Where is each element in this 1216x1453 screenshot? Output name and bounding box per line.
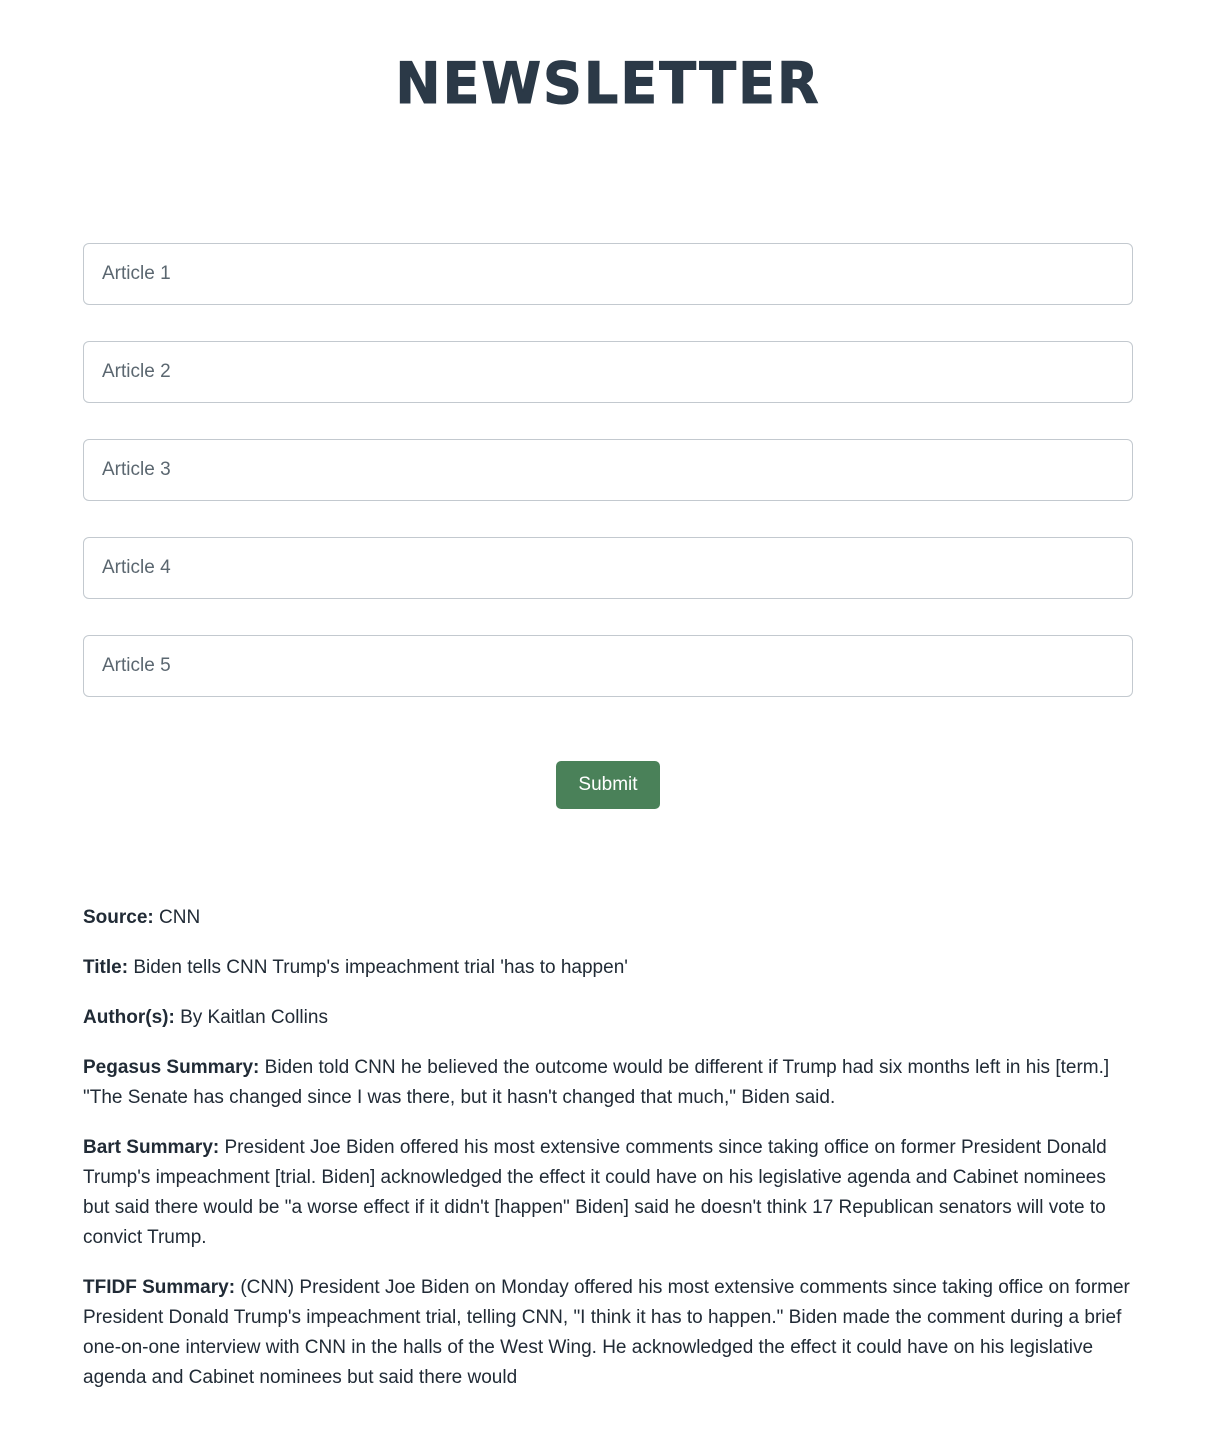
article-title bbox=[83, 953, 1133, 983]
bart-summary-label: Bart Summary: bbox=[83, 1137, 220, 1158]
article-details bbox=[83, 903, 1133, 1453]
newsletter-form bbox=[83, 243, 1133, 809]
article-source bbox=[83, 903, 1133, 933]
pegasus-summary bbox=[83, 1053, 1133, 1113]
submit-row bbox=[83, 761, 1133, 809]
newsletter-logo: NEWSLETTER bbox=[395, 50, 821, 117]
article-1-input[interactable] bbox=[83, 243, 1133, 305]
pegasus-summary-value: Biden told CNN he believed the outcome would be different if Trump had six months left in his [term.] "The Senate has changed since I was there, but it hasn't changed that much," Biden said. bbox=[83, 1057, 1110, 1108]
bart-summary bbox=[83, 1133, 1133, 1253]
source-label: Source: bbox=[83, 907, 154, 928]
tfidf-summary bbox=[83, 1273, 1133, 1393]
source-value: CNN bbox=[159, 907, 201, 928]
article-2-input[interactable] bbox=[83, 341, 1133, 403]
tfidf-summary-value: (CNN) President Joe Biden on Monday offered his most extensive comments since taking office on former President Donald Trump's impeachment trial, telling CNN, "I think it has to happen." Biden made the comment during a brief one-on-one interview with CNN in the halls of the West Wing. He acknowledged the effect it could have on his legislative agenda and Cabinet nominees but said there would bbox=[83, 1277, 1130, 1388]
article-3-input[interactable] bbox=[83, 439, 1133, 501]
article-4-input[interactable] bbox=[83, 537, 1133, 599]
article-5-input[interactable] bbox=[83, 635, 1133, 697]
submit-button[interactable]: Submit bbox=[556, 761, 659, 809]
authors-value: By Kaitlan Collins bbox=[180, 1007, 328, 1028]
title-value: Biden tells CNN Trump's impeachment trial 'has to happen' bbox=[133, 957, 628, 978]
authors-label: Author(s): bbox=[83, 1007, 175, 1028]
article-authors bbox=[83, 1003, 1133, 1033]
page-container bbox=[83, 0, 1133, 1453]
header bbox=[83, 0, 1133, 115]
pegasus-summary-label: Pegasus Summary: bbox=[83, 1057, 260, 1078]
bart-summary-value: President Joe Biden offered his most extensive comments since taking office on former President Donald Trump's impeachment [trial. Biden] acknowledged the effect it could have on his legislative agenda and Cabinet nominees but said there would be "a worse effect if it didn't [happen" Biden] said he doesn't think 17 Republican senators will vote to convict Trump. bbox=[83, 1137, 1107, 1248]
tfidf-summary-label: TFIDF Summary: bbox=[83, 1277, 236, 1298]
title-label: Title: bbox=[83, 957, 129, 978]
